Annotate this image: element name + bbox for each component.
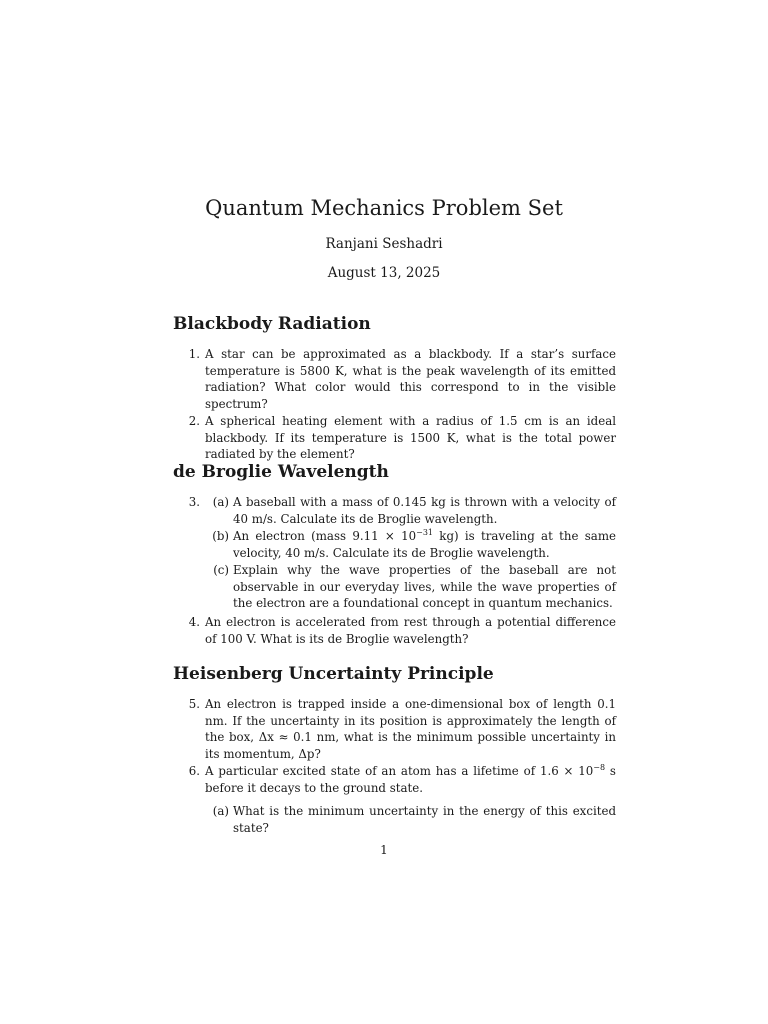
problem-5 <box>173 696 616 762</box>
problem-number: 5. <box>188 697 200 711</box>
problem-text: A spherical heating element with a radius of 1.5 cm is an ideal blackbody. If its temperature is 1500 K, what is the total power radiated by the element? <box>205 414 616 461</box>
part-label: (c) <box>213 563 229 577</box>
document-date: August 13, 2025 <box>327 265 441 281</box>
part-label: (a) <box>212 495 229 509</box>
problem-3c <box>205 562 616 612</box>
problem-number: 2. <box>188 414 200 428</box>
problem-1 <box>173 346 616 412</box>
problem-3b <box>205 528 616 561</box>
problem-6 <box>173 763 616 796</box>
problem-2 <box>173 413 616 463</box>
problem-text: An electron is accelerated from rest through a potential difference of 100 V. What is its de Broglie wavelength? <box>205 615 616 646</box>
problem-text: An electron is trapped inside a one-dimensional box of length 0.1 nm. If the uncertainty in its position is approximately the length of the box, Δx ≈ 0.1 nm, what is the minimum possible uncertainty in its momentum, Δp? <box>205 697 616 761</box>
document-title: Quantum Mechanics Problem Set <box>205 196 563 220</box>
problem-number: 1. <box>188 347 200 361</box>
problem-text-before: A particular excited state of an atom has a lifetime of 1.6 × 10 <box>205 764 594 778</box>
problem-4 <box>173 614 616 647</box>
document-author: Ranjani Seshadri <box>325 236 443 252</box>
problem-number: 6. <box>188 764 200 778</box>
problem-number: 3. <box>188 495 200 509</box>
exponent: −31 <box>416 528 433 537</box>
problem-6a <box>205 803 616 836</box>
problem-text <box>205 763 616 796</box>
part-text: A baseball with a mass of 0.145 kg is thrown with a velocity of 40 m/s. Calculate its de Broglie wavelength. <box>233 495 616 526</box>
part-text: Explain why the wave properties of the baseball are not observable in our everyday lives, while the wave properties of the electron are a foundational concept in quantum mechanics. <box>233 563 616 610</box>
problem-3a <box>205 494 616 527</box>
problem-text: A star can be approximated as a blackbody. If a star’s surface temperature is 5800 K, what is the peak wavelength of its emitted radiation? What color would this correspond to in the visible spectrum? <box>205 347 616 411</box>
section-title-heisenberg: Heisenberg Uncertainty Principle <box>173 664 494 684</box>
part-label: (a) <box>212 804 229 818</box>
page-number: 1 <box>380 843 388 857</box>
part-text-before: An electron (mass 9.11 × 10 <box>233 529 417 543</box>
problem-number: 4. <box>188 615 200 629</box>
part-text-after: kg) is traveling at the same velocity, 40 m/s. Calculate its de Broglie wavelength. <box>233 529 616 560</box>
exponent: −8 <box>593 763 606 772</box>
part-label: (b) <box>212 529 229 543</box>
section-title-de-broglie: de Broglie Wavelength <box>173 462 389 482</box>
part-text <box>233 528 616 561</box>
section-title-blackbody: Blackbody Radiation <box>173 314 371 334</box>
problem-text-after: s before it decays to the ground state. <box>205 764 616 795</box>
part-text: What is the minimum uncertainty in the energy of this excited state? <box>233 804 616 835</box>
